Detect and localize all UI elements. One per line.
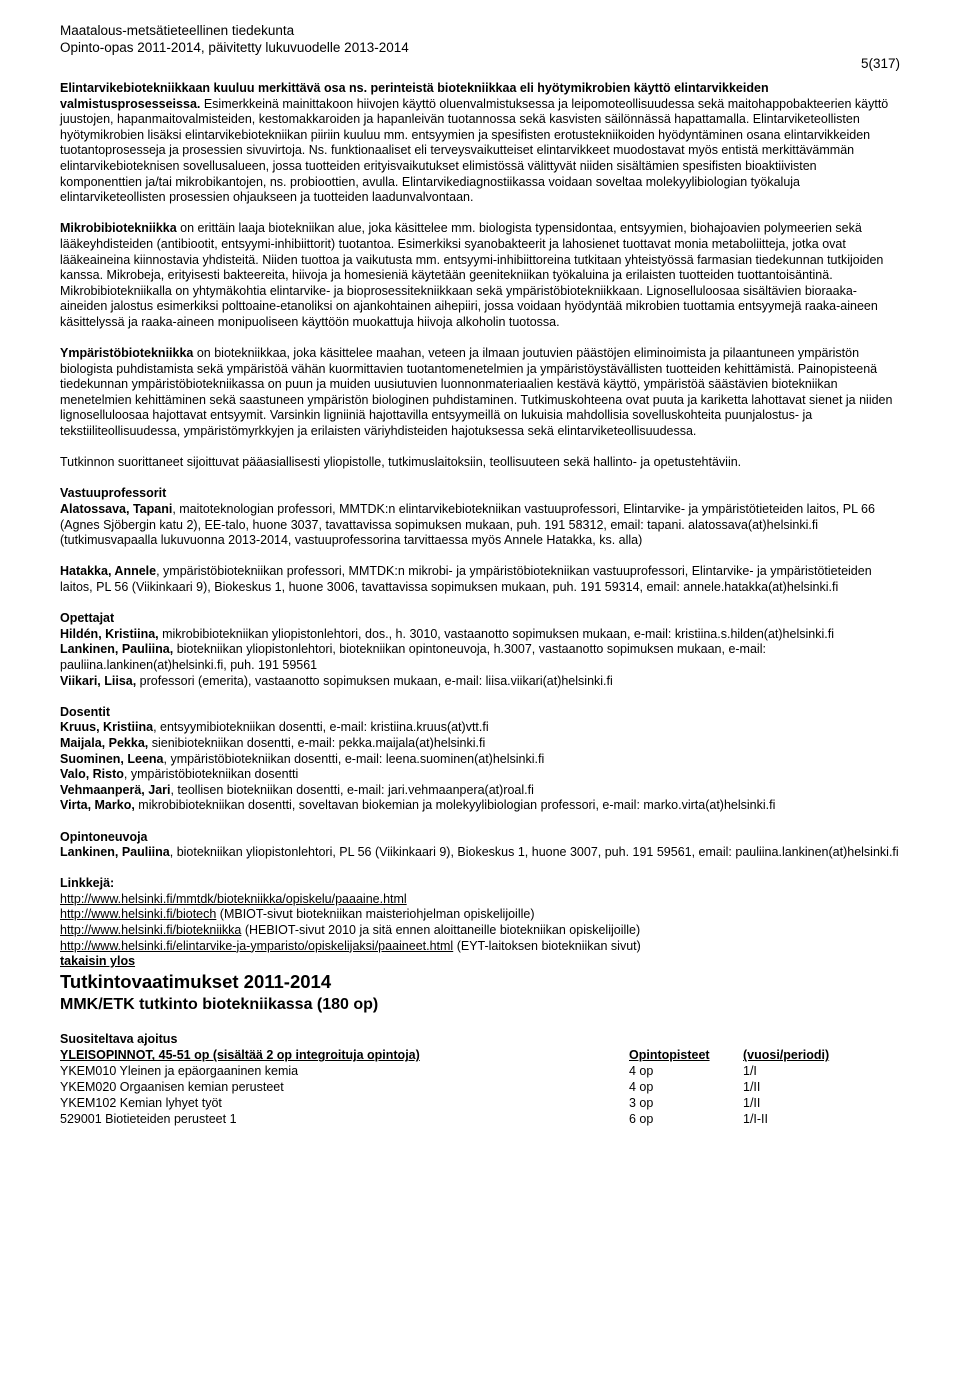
link-line-2: http://www.helsinki.fi/biotech (MBIOT-sivut biotekniikan maisteriohjelman opiskelijoille) <box>60 907 535 922</box>
heading-advisor: Opintoneuvoja <box>60 829 148 844</box>
docent-virta: Virta, Marko, mikrobibiotekniikan dosentti, soveltavan biokemian ja molekyylibiologian professori, e-mail: marko.virta(at)helsinki.fi <box>60 798 776 813</box>
link-line-4: http://www.helsinki.fi/elintarvike-ja-ymparisto/opiskelijaksi/paaineet.html (EYT-laitoksen biotekniikan sivut) <box>60 938 641 953</box>
teacher-lankinen: Lankinen, Pauliina, biotekniikan yliopistonlehtori, biotekniikan opintoneuvoja, h.3007, vastaanotto sopimuksen mukaan, e-mail: pauliina.lankinen(at)helsinki.fi, puh. 191 59561 <box>60 642 766 672</box>
back-to-top-link[interactable]: takaisin ylos <box>60 954 136 969</box>
professor-alatossava: Alatossava, Tapani, maitoteknologian professori, MMTDK:n elintarvikebiotekniikan vastuuprofessori, Elintarvike- ja ympäristötieteiden laitos, PL 66 (Agnes Sjöbergin katu 2), EE-talo, huone 3037, tavattavissa sopimuksen mukaan, puh. 191 58312, email: tapani. alatossava(at)helsinki.fi (tutkimusvapaalla lukuvuonna 2013-2014, vastuuprofessorina tarvittaessa myös Annele Hatakka, ks. alla) <box>60 502 875 548</box>
teacher-hilden: Hildén, Kristiina, mikrobibiotekniikan yliopistonlehtori, dos., h. 3010, vastaanotto sopimuksen mukaan, e-mail: kristiina.s.hilden(at)helsinki.fi <box>60 626 834 641</box>
paragraph-food-biotech: Elintarvikebiotekniikkaan kuuluu merkittävä osa ns. perinteistä biotekniikkaa eli hyötymikrobien käyttö elintarvikkeiden valmistusprosesseissa. Esimerkkeinä mainittakoon hiivojen käyttö oluenvalmistuksessa ja leipomoteollisuudessa sekä maitohappobakteerien käyttö juustojen, hapanmaitovalmisteiden, kestomakkaroiden ja hapanleivän tuotannossa sekä kasvisten säilönnässä hapattamalla. Elintarviketeollisten hyötymikrobien lisäksi elintarvikebiotekniikan piiriin kuuluu mm. entsyymien ja spesifisten erotustekniikoiden hyödyntäminen osana elintarvikkeiden tuotantoprosesseja ja prosessien sivuvirtoja. Ns. funktionaaliset eli terveysvaikutteiset elintarvikkeet muodostavat myös entistä merkittävämmän elintarvikebioteknisen sovellusalueen, jossa tuotteiden erityisvaikutukset elimistössä välittyvät niiden sisältämien spesifisten bioaktiivisten komponenttien ja/tai mikrobikantojen, ns. probioottien, avulla. Elintarvikediagnostiikassa voidaan soveltaa molekyylibiologian työkaluja elintarviketeollisten prosessien ohjaukseen ja tuotteiden laadunvalvontaan. <box>60 81 889 205</box>
link-line-3: http://www.helsinki.fi/biotekniikka (HEBIOT-sivut 2010 ja sitä ennen aloittaneille biotekniikan opiskelijoille) <box>60 923 641 938</box>
link-line-1 <box>60 892 900 908</box>
paragraph-environmental-biotech: Ympäristöbiotekniikka on biotekniikkaa, joka käsittelee maahan, veteen ja ilmaan joutuvien päästöjen eliminoimista ja pilaantuneen ympäristön biologista puhdistamista sekä ympäristöä vähän kuormittavien tuotantomenetelmien ja ympäristöystävällisten tuotteiden kehittämistä. Painopisteenä tiedekunnan ympäristöbiotekniikassa on puun ja muiden uusiutuvien luonnonmateriaalien kestävä käyttö, ympäristöä säästävien biotekniikan menetelmien kehittäminen sekä saastuneen ympäristön biologinen puhdistaminen. Tutkimuskohteena ovat puuta ja kariketta lahottavat sienet ja niiden lignoselluloosaa hajottavat entsyymit. Varsinkin ligniiniä hajottavilla entsyymeillä on lukuisia mahdollisia sovelluskohteita puunjalostus- ja tekstiiliteollisuudessa, ympäristömyrkkyjen ja erilaisten väriyhdisteiden hajotuksessa sekä elintarviketeollisuudessa. <box>60 346 893 439</box>
paragraph-microbial-biotech: Mikrobibiotekniikka on erittäin laaja biotekniikan alue, joka käsittelee mm. biologista typensidontaa, entsyymien, biohajoavien polymeerien sekä lääkeyhdisteiden (antibiootit, entsyymi-inhibiittorit) tuotantoa. Esimerkiksi syanobakteerit ja lahosienet tuottavat monia metaboliitteja, jotka ovat lääkeaineina kiinnostavia yhdisteitä. Niiden tuottoa ja vaikutusta mm. entsyymi-inhibiittoreina tutkitaan yhteistyössä farmasian tiedekunnan tutkijoiden kanssa. Mikrobeja, erityisesti bakteereita, hiivoja ja homesieniä käytetään geenitekniikan työkaluina ja erilaisten tuotteiden tuottantoisäntinä. Mikrobibiotekniikalla on yhtymäkohtia elintarvike- ja bioprosessitekniikkaan sekä ympäristöbiotekniikkaan. Lignoselluloosaa sisältävien bioraaka-aineiden jalostus esimerkiksi polttoaine-etanoliksi on ajankohtainen aihepiiri, jossa voidaan hyödyntää mikrobien tuottamia entsyymejä raaka-aineen käsittelyssä ja raaka-aineen monipuoliseen käyttöön muokattuja hiivoja alkoholin tuotossa. <box>60 221 884 329</box>
link-paaaine[interactable]: http://www.helsinki.fi/mmtdk/biotekniikka/opiskelu/paaaine.html <box>60 891 407 906</box>
schedule-heading: Suositeltava ajoitus <box>60 1031 178 1046</box>
heading-teachers: Opettajat <box>60 611 115 626</box>
teacher-viikari: Viikari, Liisa, professori (emerita), vastaanotto sopimuksen mukaan, e-mail: liisa.viikari(at)helsinki.fi <box>60 673 613 688</box>
term-environmental-biotech: Ympäristöbiotekniikka <box>60 346 194 361</box>
paragraph-careers: Tutkinnon suorittaneet sijoittuvat pääasiallisesti yliopistolle, tutkimuslaitoksiin, teollisuuteen sekä hallinto- ja opetustehtäviin. <box>60 455 742 470</box>
link-eyt[interactable]: http://www.helsinki.fi/elintarvike-ja-ymparisto/opiskelijaksi/paaineet.html <box>60 938 454 953</box>
section-title: Tutkintovaatimukset 2011-2014 <box>60 970 332 992</box>
header-credits: Opintopisteet <box>629 1048 710 1063</box>
heading-links: Linkkejä: <box>60 876 115 891</box>
heading-docents: Dosentit <box>60 704 110 719</box>
table-row: 529001 Biotieteiden perusteet 1 6 op 1/I-II <box>60 1112 769 1127</box>
faculty-name: Maatalous-metsätieteellinen tiedekunta <box>60 23 295 38</box>
page-number: 5(317) <box>860 56 900 71</box>
professor-hatakka: Hatakka, Annele, ympäristöbiotekniikan professori, MMTDK:n mikrobi- ja ympäristöbiotekniikan vastuuprofessori, Elintarvike- ja ympäristötieteiden laitos, PL 56 (Viikinkaari 9), Biokeskus 1, huone 3006, tavattavissa sopimuksen mukaan, puh. 191 59314, email: annele.hatakka(at)helsinki.fi <box>60 564 872 594</box>
page-header <box>60 22 409 56</box>
header-timing: (vuosi/periodi) <box>743 1048 830 1063</box>
table-row: YKEM102 Kemian lyhyet työt 3 op 1/II <box>60 1096 761 1111</box>
docent-valo: Valo, Risto, ympäristöbiotekniikan dosentti <box>60 767 299 782</box>
docent-suominen: Suominen, Leena, ympäristöbiotekniikan dosentti, e-mail: leena.suominen(at)helsinki.fi <box>60 751 545 766</box>
docent-kruus: Kruus, Kristiina, entsyymibiotekniikan dosentti, e-mail: kristiina.kruus(at)vtt.fi <box>60 720 489 735</box>
course-table-header <box>60 1047 850 1063</box>
heading-professors: Vastuuprofessorit <box>60 486 167 501</box>
course-table <box>60 1047 850 1127</box>
link-biotekniikka[interactable]: http://www.helsinki.fi/biotekniikka <box>60 923 242 938</box>
docent-vehmaanpera: Vehmaanperä, Jari, teollisen biotekniikan dosentti, e-mail: jari.vehmaanpera(at)roal.fi <box>60 782 534 797</box>
advisor-lankinen: Lankinen, Pauliina, biotekniikan yliopistonlehtori, PL 56 (Viikinkaari 9), Biokeskus 1, huone 3007, puh. 191 59561, email: pauliina.lankinen(at)helsinki.fi <box>60 845 899 860</box>
header-studies: YLEISOPINNOT, 45-51 op (sisältää 2 op integroituja opintoja) <box>60 1048 420 1063</box>
term-microbial-biotech: Mikrobibiotekniikka <box>60 221 177 236</box>
guide-title: Opinto-opas 2011-2014, päivitetty lukuvuodelle 2013-2014 <box>60 40 409 55</box>
table-row: YKEM010 Yleinen ja epäorgaaninen kemia 4 op 1/I <box>60 1064 757 1079</box>
link-biotech[interactable]: http://www.helsinki.fi/biotech <box>60 907 217 922</box>
term-food-biotech: Elintarvikebiotekniikkaan kuuluu merkittävä osa ns. perinteistä biotekniikkaa eli hyötymikrobien käyttö elintarvikkeiden valmistusprosesseissa. <box>60 81 769 111</box>
page-content <box>60 81 900 1127</box>
table-row: YKEM020 Orgaanisen kemian perusteet 4 op 1/II <box>60 1080 761 1095</box>
docent-maijala: Maijala, Pekka, sienibiotekniikan dosentti, e-mail: pekka.maijala(at)helsinki.fi <box>60 735 486 750</box>
degree-title: MMK/ETK tutkinto biotekniikassa (180 op) <box>60 995 379 1013</box>
